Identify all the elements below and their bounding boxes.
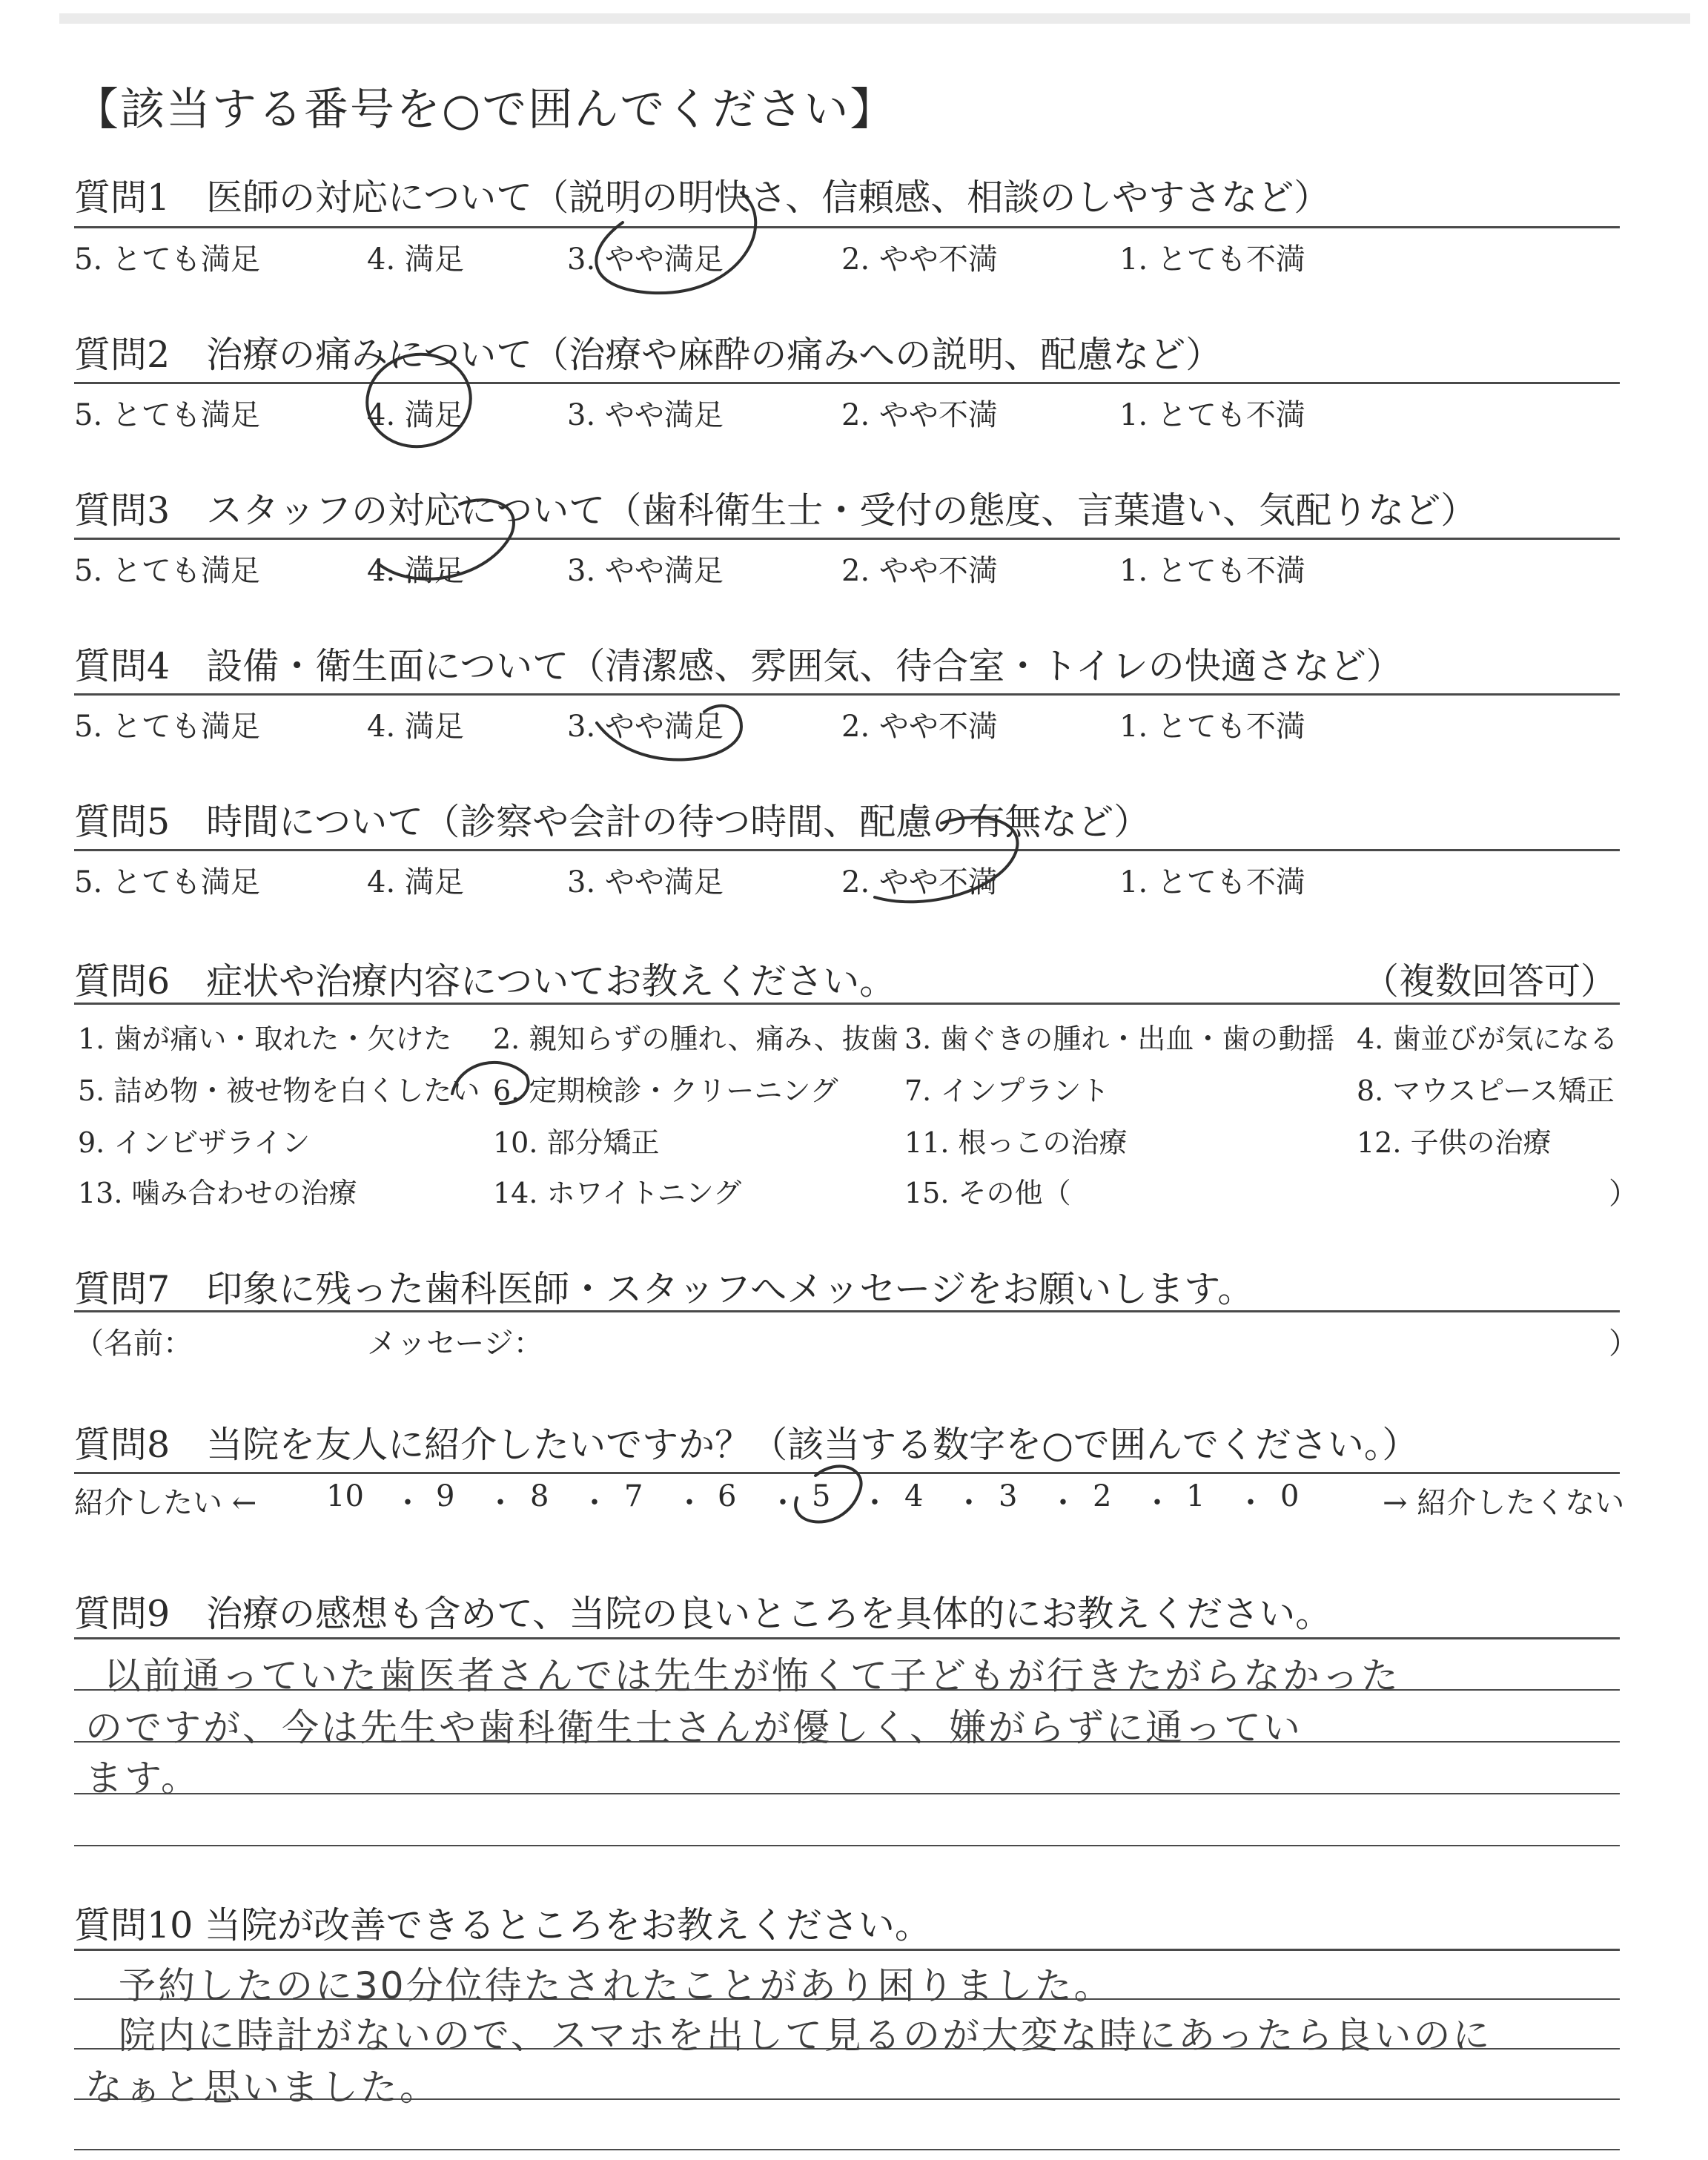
divider (74, 226, 1620, 228)
symptom-option[interactable]: 8. マウスピース矯正 (1357, 1074, 1615, 1107)
name-field-label: （名前： (74, 1327, 193, 1361)
handwritten-answer-line: のですが、今は先生や歯科衛生士さんが優しく、嫌がらずに通ってい (85, 1706, 1302, 1749)
question-title: 質問7 印象に残った歯科医師・スタッフへメッセージをお願いします。 (74, 1268, 1254, 1310)
message-field-label: メッセージ： (367, 1327, 543, 1361)
score-option[interactable]: 1 (1186, 1479, 1205, 1513)
handwritten-answer-line: なぁと思いました。 (85, 2066, 439, 2109)
symptom-option[interactable]: 1. 歯が痛い・取れた・欠けた (78, 1023, 452, 1055)
rating-option[interactable]: 4. 満足 (367, 710, 464, 744)
divider (74, 693, 1620, 696)
multiple-answers-note: （複数回答可） (1363, 960, 1618, 1003)
rating-option[interactable]: 3. やや満足 (567, 554, 724, 588)
score-option[interactable]: 10 (326, 1479, 364, 1513)
rating-option[interactable]: 2. やや不満 (841, 554, 998, 588)
scale-separator: ・ (580, 1486, 609, 1520)
handwritten-answer-line: ます。 (85, 1757, 200, 1800)
answer-line (74, 1637, 1620, 1639)
rating-option[interactable]: 3. やや満足 (567, 398, 724, 432)
divider (74, 1472, 1620, 1474)
divider (74, 1310, 1620, 1312)
symptom-option[interactable]: 3. 歯ぐきの腫れ・出血・歯の動揺 (904, 1023, 1335, 1055)
rating-option[interactable]: 5. とても満足 (74, 710, 260, 744)
scale-separator: ・ (1048, 1486, 1078, 1520)
rating-option[interactable]: 1. とても不満 (1119, 554, 1305, 588)
symptom-option[interactable]: 14. ホワイトニング (493, 1177, 742, 1209)
rating-option-selected[interactable]: 2. やや不満 (841, 865, 998, 899)
question-title: 質問6 症状や治療内容についてお教えください。 (74, 960, 896, 1003)
rating-option[interactable]: 5. とても満足 (74, 554, 260, 588)
symptom-option-selected[interactable]: 6. 定期検診・クリーニング (493, 1074, 838, 1107)
symptom-option-other[interactable]: 15. その他（ (904, 1177, 1071, 1209)
recommend-left-label: 紹介したい ← (74, 1486, 257, 1520)
symptom-option[interactable]: 13. 噛み合わせの治療 (78, 1177, 357, 1209)
score-option[interactable]: 3 (999, 1479, 1018, 1513)
scale-separator: ・ (1142, 1486, 1172, 1520)
scan-edge (59, 13, 1690, 24)
answer-line (74, 1793, 1620, 1794)
symptom-option[interactable]: 9. インビザライン (78, 1126, 311, 1159)
score-option[interactable]: 6 (718, 1479, 737, 1513)
divider (74, 538, 1620, 540)
question-title: 質問1 医師の対応について（説明の明快さ、信頼感、相談のしやすさなど） (74, 176, 1331, 219)
symptom-option[interactable]: 5. 詰め物・被せ物を白くしたい (78, 1074, 480, 1107)
question-title: 質問9 治療の感想も含めて、当院の良いところを具体的にお教えください。 (74, 1593, 1332, 1635)
rating-option[interactable]: 2. やや不満 (841, 398, 998, 432)
question-title: 質問2 治療の痛みについて（治療や麻酔の痛みへの説明、配慮など） (74, 334, 1222, 376)
scale-separator: ・ (675, 1486, 704, 1520)
rating-option[interactable]: 4. 満足 (367, 242, 464, 277)
message-close-paren: ） (1609, 1327, 1638, 1361)
handwritten-answer-line: 予約したのに30分位待たされたことがあり困りました。 (119, 1964, 1113, 2007)
symptom-option[interactable]: 7. インプラント (904, 1074, 1110, 1107)
answer-line (74, 1949, 1620, 1951)
symptom-option[interactable]: 11. 根っこの治療 (904, 1126, 1128, 1159)
score-option[interactable]: 2 (1093, 1479, 1112, 1513)
symptom-option[interactable]: 10. 部分矯正 (493, 1126, 660, 1159)
question-title: 質問4 設備・衛生面について（清潔感、雰囲気、待合室・トイレの快適さなど） (74, 645, 1403, 687)
rating-option[interactable]: 5. とても満足 (74, 398, 260, 432)
scale-separator: ・ (768, 1486, 798, 1520)
rating-option[interactable]: 2. やや不満 (841, 710, 998, 744)
rating-option[interactable]: 1. とても不満 (1119, 865, 1305, 899)
rating-option[interactable]: 4. 満足 (367, 865, 464, 899)
handwritten-answer-line: 院内に時計がないので、スマホを出して見るのが大変な時にあったら良いのに (119, 2014, 1492, 2057)
question-title: 質問5 時間について（診察や会計の待つ時間、配慮の有無など） (74, 801, 1151, 843)
scale-separator: ・ (860, 1486, 890, 1520)
question-title: 質問3 スタッフの対応について（歯科衛生士・受付の態度、言葉遣い、気配りなど） (74, 489, 1477, 532)
recommend-right-label: → 紹介したくない (1383, 1486, 1625, 1520)
score-option[interactable]: 4 (904, 1479, 924, 1513)
question-title: 質問8 当院を友人に紹介したいですか？（該当する数字を○で囲んでください。） (74, 1424, 1419, 1466)
divider (74, 382, 1620, 384)
divider (74, 849, 1620, 851)
handwritten-answer-line: 以前通っていた歯医者さんでは先生が怖くて子どもが行きたがらなかった (104, 1654, 1400, 1697)
rating-option[interactable]: 1. とても不満 (1119, 398, 1305, 432)
instruction-heading: 【該当する番号を○で囲んでください】 (74, 84, 896, 136)
rating-option[interactable]: 3. やや満足 (567, 865, 724, 899)
score-option[interactable]: 8 (530, 1479, 549, 1513)
rating-option-selected[interactable]: 4. 満足 (367, 554, 464, 588)
symptom-option[interactable]: 12. 子供の治療 (1357, 1126, 1552, 1159)
symptom-option[interactable]: 4. 歯並びが気になる (1357, 1023, 1618, 1055)
score-option[interactable]: 0 (1280, 1479, 1300, 1513)
rating-option-selected[interactable]: 3. やや満足 (567, 242, 724, 277)
question-title: 質問10 当院が改善できるところをお教えください。 (74, 1904, 931, 1946)
rating-option-selected[interactable]: 4. 満足 (367, 398, 464, 432)
rating-option[interactable]: 5. とても満足 (74, 242, 260, 277)
answer-line (74, 2149, 1620, 2150)
rating-option[interactable]: 5. とても満足 (74, 865, 260, 899)
scale-separator: ・ (486, 1486, 515, 1520)
rating-option-selected[interactable]: 3. やや満足 (567, 710, 724, 744)
score-option[interactable]: 9 (436, 1479, 455, 1513)
scale-separator: ・ (1236, 1486, 1265, 1520)
divider (74, 1003, 1620, 1005)
rating-option[interactable]: 1. とても不満 (1119, 242, 1305, 277)
score-option[interactable]: 7 (624, 1479, 643, 1513)
scale-separator: ・ (393, 1486, 423, 1520)
scale-separator: ・ (954, 1486, 984, 1520)
other-close-paren: ） (1609, 1177, 1638, 1211)
rating-option[interactable]: 2. やや不満 (841, 242, 998, 277)
score-option-selected[interactable]: 5 (812, 1479, 831, 1513)
symptom-option[interactable]: 2. 親知らずの腫れ、痛み、抜歯 (493, 1023, 898, 1055)
answer-line (74, 1845, 1620, 1846)
rating-option[interactable]: 1. とても不満 (1119, 710, 1305, 744)
